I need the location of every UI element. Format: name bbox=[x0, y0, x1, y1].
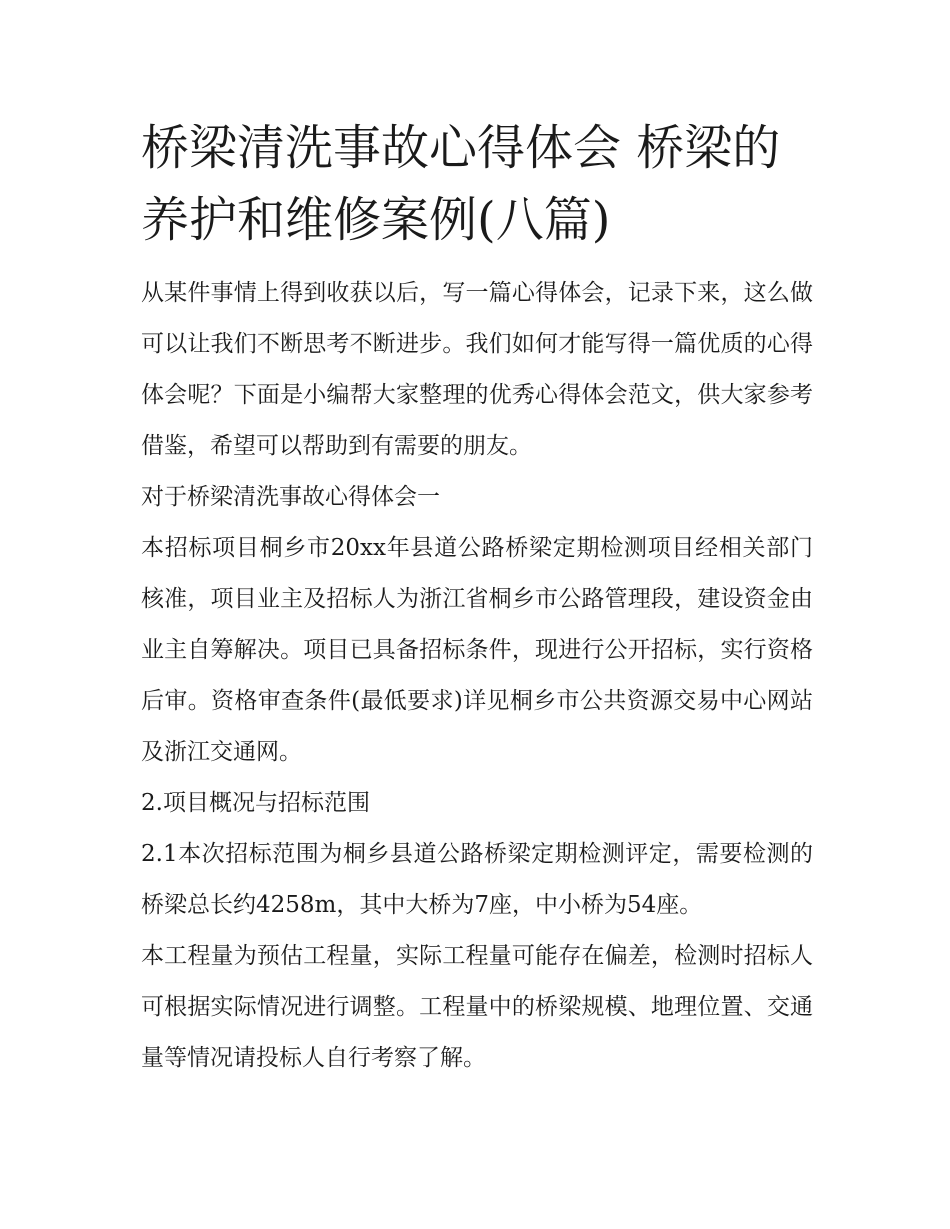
document-title: 桥梁清洗事故心得体会 桥梁的养护和维修案例(八篇) bbox=[141, 120, 781, 248]
document-page bbox=[141, 112, 813, 1084]
section-heading: 对于桥梁清洗事故心得体会一 bbox=[141, 484, 440, 510]
intro-paragraph: 从某件事情上得到收获以后，写一篇心得体会，记录下来，这么做可以让我们不断思考不断进步。我们如何才能写得一篇优质的心得体会呢？下面是小编帮大家整理的优秀心得体会范文，供大家参考借鉴，希望可以帮助到有需要的朋友。 bbox=[141, 280, 813, 459]
body-paragraph: 2.1本次招标范围为桐乡县道公路桥梁定期检测评定，需要检测的桥梁总长约4258m，其中大桥为7座，中小桥为54座。 bbox=[141, 841, 813, 918]
body-paragraph: 本招标项目桐乡市20xx年县道公路桥梁定期检测项目经相关部门核准，项目业主及招标人为浙江省桐乡市公路管理段，建设资金由业主自筹解决。项目已具备招标条件，现进行公开招标，实行资格后审。资格审查条件(最低要求)详见桐乡市公共资源交易中心网站及浙江交通网。 bbox=[141, 535, 813, 765]
body-paragraph: 本工程量为预估工程量，实际工程量可能存在偏差，检测时招标人可根据实际情况进行调整。工程量中的桥梁规模、地理位置、交通量等情况请投标人自行考察了解。 bbox=[141, 943, 813, 1071]
subsection-heading: 2.项目概况与招标范围 bbox=[141, 790, 370, 816]
